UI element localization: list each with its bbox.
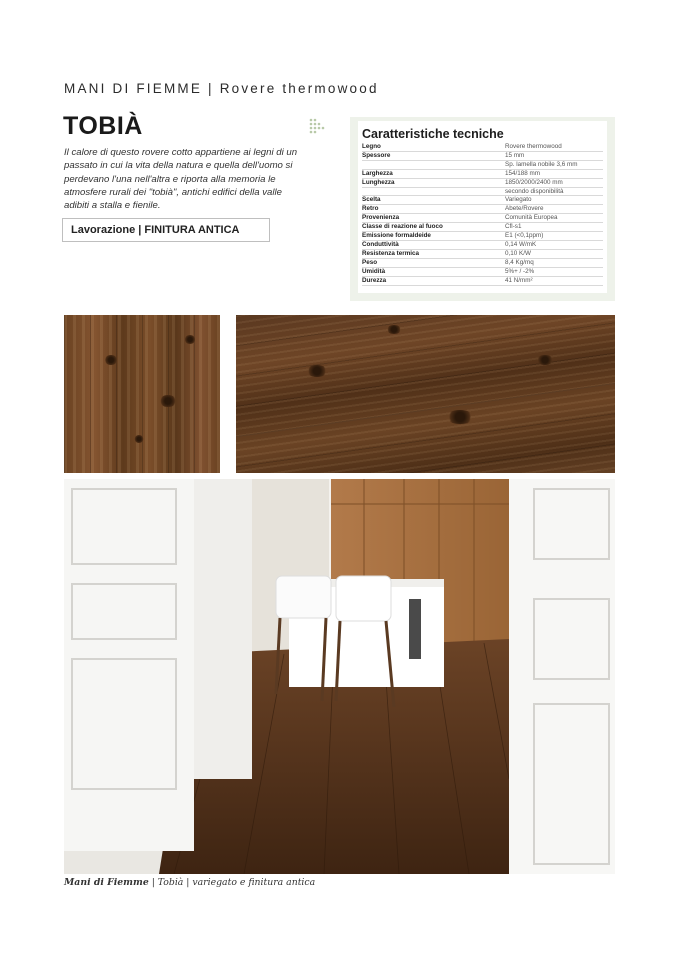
- spec-row: [362, 241, 603, 250]
- spec-row: [362, 205, 603, 214]
- intro-text: Il calore di questo rovere cotto appartiene ai legni di un passato in cui la vita della natura e quella dell'uomo si perdevano l'una nell'altra e riporta alla memoria le atmosfere rurali dei "tobià", antichi edifici della valle adibiti a stalla e fienile.: [64, 147, 298, 212]
- spec-value: 1850/2000/2400 mm: [505, 178, 563, 186]
- spec-label: Provenienza: [362, 214, 400, 222]
- spec-label: Scelta: [362, 196, 381, 204]
- spec-label: [362, 188, 505, 196]
- spec-row: [362, 223, 603, 232]
- spec-value: Rovere thermowood: [505, 143, 562, 150]
- specs-title: Caratteristiche tecniche: [362, 127, 504, 141]
- specs-inner: [358, 121, 607, 293]
- specs-table: [362, 143, 603, 286]
- spec-row: [362, 268, 603, 277]
- process-box: [62, 218, 270, 242]
- interior-kitchen-photo: [64, 479, 615, 874]
- spec-label: Resistenza termica: [362, 249, 420, 257]
- spec-label: Umidità: [362, 267, 386, 275]
- spec-value: Abete/Rovere: [505, 205, 544, 213]
- spec-value: secondo disponibilità: [505, 187, 564, 195]
- spec-label: Durezza: [362, 276, 387, 284]
- spec-label: Emissione formaldeide: [362, 232, 431, 240]
- spec-row: [362, 161, 603, 170]
- spec-row: [362, 170, 603, 179]
- spec-value: 0,14 W/mK: [505, 240, 537, 248]
- spec-value: 15 mm: [505, 151, 525, 159]
- wood-floor-detail-image: [236, 315, 615, 473]
- process-label: Lavorazione | FINITURA ANTICA: [71, 224, 240, 236]
- decorative-dots-icon: [309, 118, 325, 134]
- spec-value: Variegato: [505, 196, 532, 204]
- product-title: TOBIÀ: [63, 112, 143, 140]
- spec-value: Cfl-s1: [505, 223, 522, 231]
- spec-label: Classe di reazione al fuoco: [362, 223, 443, 231]
- spec-label: Conduttività: [362, 240, 399, 248]
- spec-value: Comunità Europea: [505, 214, 558, 222]
- spec-row: [362, 196, 603, 205]
- spec-row: [362, 179, 603, 188]
- spec-label: Spessore: [362, 151, 391, 159]
- spec-label: [362, 161, 505, 169]
- spec-value: E1 (<0,1ppm): [505, 232, 544, 240]
- spec-value: Sp. lamella nobile 3,6 mm: [505, 160, 578, 168]
- collection-name: Rovere thermowood: [219, 81, 379, 96]
- spec-row: [362, 188, 603, 197]
- spec-row: [362, 277, 603, 286]
- spec-row: [362, 214, 603, 223]
- page-header: [64, 81, 379, 96]
- brand-name: MANI DI FIEMME: [64, 81, 203, 96]
- caption-brand: Mani di Fiemme: [64, 877, 149, 888]
- caption-text: | Tobià | variegato e finitura antica: [148, 877, 316, 888]
- spec-label: Peso: [362, 258, 378, 266]
- wood-sample-closeup-image: [64, 315, 220, 473]
- header-separator: |: [208, 81, 214, 96]
- spec-value: 154/188 mm: [505, 169, 541, 177]
- spec-row: [362, 250, 603, 259]
- spec-row: [362, 152, 603, 161]
- spec-value: 0,10 K/W: [505, 249, 531, 257]
- interior-illustration: [64, 479, 615, 874]
- spec-row: [362, 232, 603, 241]
- spec-row: [362, 259, 603, 268]
- spec-value: 8,4 Kg/mq: [505, 258, 534, 266]
- spec-label: Larghezza: [362, 169, 393, 177]
- technical-specs-panel: [350, 117, 615, 301]
- spec-label: Lunghezza: [362, 178, 395, 186]
- spec-row: [362, 143, 603, 152]
- spec-value: 5%+ / -2%: [505, 267, 535, 275]
- spec-label: Legno: [362, 143, 381, 150]
- photo-caption: [64, 877, 315, 888]
- spec-value: 41 N/mm²: [505, 276, 533, 284]
- spec-label: Retro: [362, 205, 379, 213]
